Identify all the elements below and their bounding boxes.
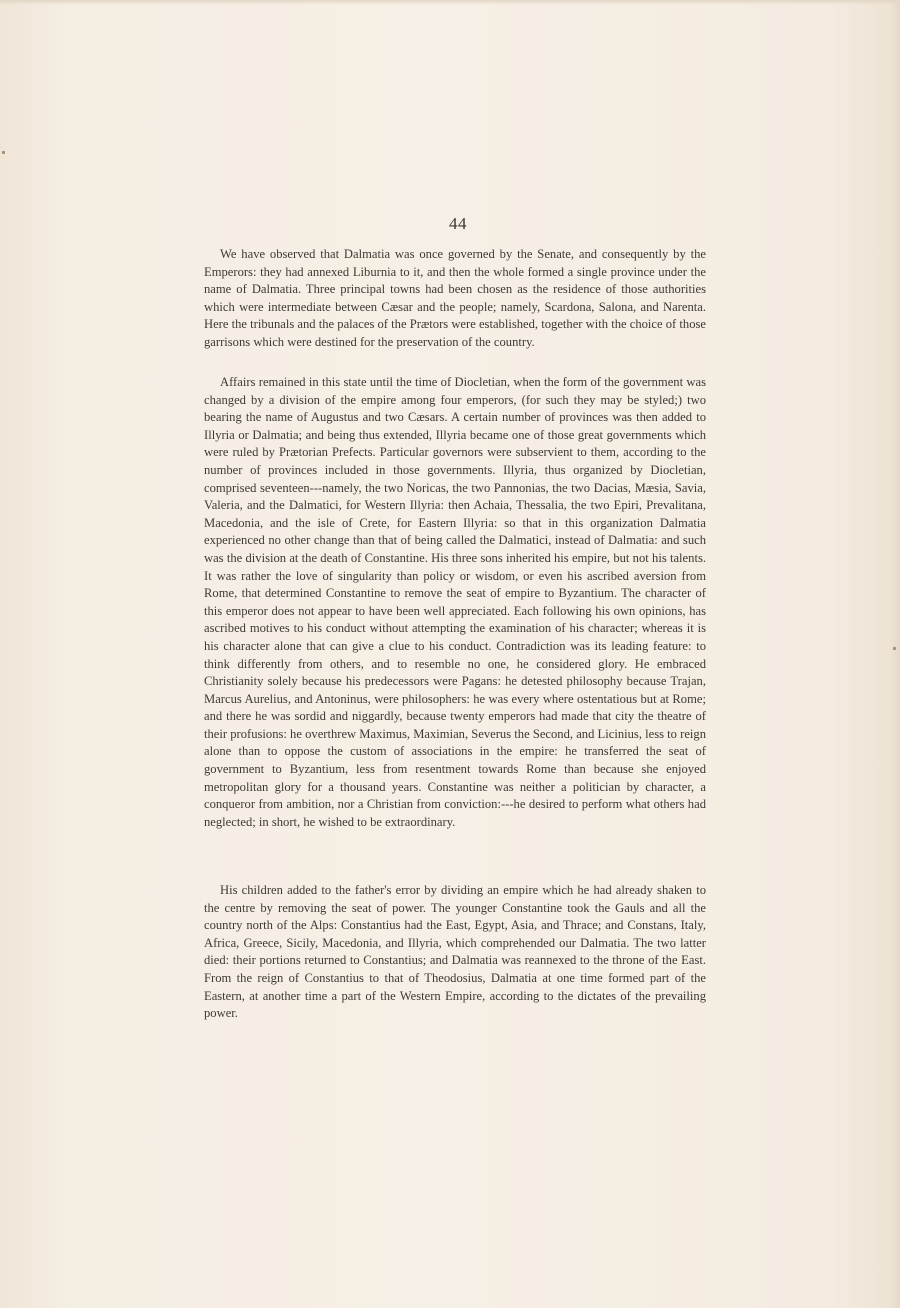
page-right-edge bbox=[890, 0, 900, 1308]
paragraph-diocletian-constantine: Affairs remained in this state until the time of Diocletian, when the form of the government was changed by a division of the empire among four emperors, (for such they may be styled;) two bearing the name of Augustus and two Cæsars. A certain number of provinces was then added to Illyria or Dalmatia; and being thus extended, Illyria became one of those great governments which were ruled by Prætorian Prefects. Particular governors were subservient to them, according to the number of provinces included in those governments. Illyria, thus organized by Diocletian, comprised seventeen---namely, the two Noricas, the two Pannonias, the two Dacias, Mæsia, Savia, Valeria, and the Dalmatici, for Western Illyria: then Achaia, Thessalia, the two Epiri, Prevalitana, Macedonia, and the isle of Crete, for Eastern Illyria: so that in this organization Dalmatia experienced no other change than that of being called the Dalmatici, instead of Dalmatia: and such was the division at the death of Constantine. His three sons inherited his empire, but not his talents. It was rather the love of singularity than policy or wisdom, or even his ascribed aversion from Rome, that determined Constantine to remove the seat of empire to Byzantium. The character of this emperor does not appear to have been well appreciated. Each following his own opinions, has ascribed motives to his conduct without attempting the examination of his character; whereas it is his character alone that can give a clue to his conduct. Contradiction was its leading feature: to think differently from others, and to resemble no one, he considered glory. He embraced Christianity solely because his predecessors were Pagans: he detested philosophy because Trajan, Marcus Aurelius, and Antoninus, were philosophers: he was every where ostentatious but at Rome; and there he was sordid and niggardly, because twenty emperors had made that city the theatre of their profusions: he overthrew Maximus, Maximian, Severus the Second, and Licinius, less to reign alone than to oppose the custom of associations in the empire: he transferred the seat of government to Byzantium, less from resentment towards Rome than because she enjoyed metropolitan glory for a thousand years. Constantine was neither a politician by character, a conqueror from ambition, nor a Christian from conviction:---he desired to perform what others had neglected; in short, he wished to be extraordinary. bbox=[204, 375, 706, 829]
page-number: 44 bbox=[449, 214, 467, 233]
paragraph-division-of-empire: His children added to the father's error by dividing an empire which he had already shaken to the centre by removing the seat of power. The younger Constantine took the Gauls and all the country north of the Alps: Constantius had the East, Egypt, Asia, and Thrace; and Constans, Italy, Africa, Greece, Sicily, Macedonia, and Illyria, which comprehended our Dalmatia. The two latter died: their portions returned to Constantius; and Dalmatia was reannexed to the throne of the East. From the reign of Constantius to that of Theodosius, Dalmatia at one time formed part of the Eastern, at another time a part of the Western Empire, according to the dictates of the prevailing power. bbox=[204, 883, 706, 1021]
page-top-edge bbox=[0, 0, 900, 5]
paragraph-dalmatia-governance: We have observed that Dalmatia was once governed by the Senate, and consequently by the Emperors: they had annexed Liburnia to it, and then the whole formed a single province under the name of Dalmatia. Three principal towns had been chosen as the residence of those authorities which were intermediate between Cæsar and the people; namely, Scardona, Salona, and Narenta. Here the tribunals and the palaces of the Prætors were established, together with the choice of those garrisons which were destined for the preservation of the country. bbox=[204, 247, 706, 349]
margin-mark bbox=[893, 647, 896, 650]
margin-mark bbox=[2, 151, 5, 154]
